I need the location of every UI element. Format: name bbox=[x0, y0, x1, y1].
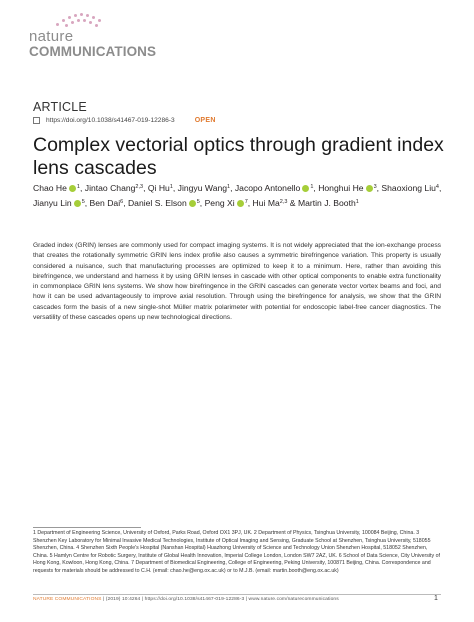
author-affiliation-number: 1 bbox=[169, 184, 173, 190]
author-affiliation-number: 2,3 bbox=[279, 199, 288, 206]
affiliation-divider bbox=[33, 527, 141, 528]
author-name: Jingyu Wang bbox=[177, 183, 228, 193]
author-affiliation-number: 1 bbox=[76, 184, 80, 190]
orcid-icon[interactable] bbox=[302, 185, 309, 192]
doi-row bbox=[33, 117, 333, 124]
logo-nature: nature bbox=[29, 28, 74, 45]
abstract: Graded index (GRIN) lenses are commonly used for compact imaging systems. It is not widely appreciated that the ion-exchange process that creates the rotationally symmetric GRIN lens index profile also causes a symmetric birefringence variation. This property is usually considered a nuisance, such that manufacturing processes are optimized to keep it to a minimum. Here, rather than avoiding this birefringence, we understand and harness it by using GRIN lenses in cascade with other optical components to enable extra functionality in commonplace GRIN lens systems. We show how birefringence in the GRIN cascades can generate vector vortex beams and foci, and how it can be used advantageously to improve axial resolution. Through using the birefringence for analysis, we show that the GRIN cascades form the basis of a new single-shot Müller matrix polarimeter with potential for endoscopic label-free cancer diagnostics. The versatility of these cascades opens up new technological directions. bbox=[33, 242, 441, 321]
footer-citation: | (2019) 10:4264 | https://doi.org/10.1038/s41467-019-12286-3 | www.nature.com/naturecommunications bbox=[101, 597, 339, 602]
page-footer bbox=[33, 597, 403, 602]
orcid-icon[interactable] bbox=[366, 185, 373, 192]
author-name: Honghui He bbox=[318, 183, 364, 193]
author-affiliation-number: 6 bbox=[120, 199, 124, 206]
author-affiliation-number: 3 bbox=[373, 184, 377, 190]
author-affiliation-number: 1 bbox=[355, 199, 359, 206]
author[interactable] bbox=[205, 198, 248, 208]
author-name: Daniel S. Elson bbox=[127, 198, 187, 209]
author[interactable] bbox=[318, 183, 376, 193]
logo-dots bbox=[56, 13, 106, 29]
author[interactable] bbox=[90, 198, 124, 208]
author-name: Qi Hu bbox=[147, 183, 170, 193]
author-affiliation-number: 1 bbox=[227, 184, 231, 190]
page-number: 1 bbox=[434, 595, 438, 602]
author-name: Jintao Chang bbox=[84, 183, 136, 193]
author[interactable] bbox=[33, 183, 80, 193]
author-name: Hui Ma bbox=[252, 198, 280, 209]
article-title: Complex vectorial optics through gradient index lens cascades bbox=[33, 134, 444, 179]
author-name: Jianyu Lin bbox=[33, 198, 72, 209]
author-name: Ben Dai bbox=[89, 198, 121, 209]
author-name: Chao He bbox=[33, 183, 67, 193]
affiliations: 1 Department of Engineering Science, University of Oxford, Parks Road, Oxford OX1 3PJ, UK. 2 Department of Physics, Tsinghua University, 100084 Beijing, China. 3 Shenzhen Key Laboratory for Minimal Invasive Medical Technologies, Institute of Optical Imaging and Sensing, Graduate School at Shenzhen, Tsinghua University, 518055 Shenzhen, China. 4 Shenzhen Sixth People's Hospital (Nanshan Hospital) Huazhong University of Science and Technology Union Shenzhen Hospital, 518052 Shenzhen, China. 5 Hamlyn Centre for Robotic Surgery, Institute of Global Health Innovation, Imperial College London, London SW7 2AZ, UK. 6 School of Data Science, City University of Hong Kong, Kowloon, Hong Kong, China. 7 Department of Biomedical Engineering, College of Engineering, Peking University, 100871 Beijing, China. Correspondence and requests for materials should be addressed to C.H. (email: chao.he@eng.ox.ac.uk) or to M.J.B. (email: martin.booth@eng.ox.ac.uk) bbox=[33, 530, 440, 574]
author-line-2: Jianyu Lin $^5$, Ben Dai$^6$, Daniel S. Elson $^5$, Peng Xi $^7$, Hui Ma$^{2,3}$ & Martin J. Booth$^1$ bbox=[33, 198, 359, 209]
orcid-icon[interactable] bbox=[189, 200, 196, 207]
article-type-label: ARTICLE bbox=[33, 100, 87, 114]
author-name: Jacopo Antonello bbox=[234, 183, 301, 193]
doi-link[interactable]: https://doi.org/10.1038/s41467-019-12286-3 bbox=[46, 117, 175, 124]
author-affiliation-number: 4 bbox=[435, 184, 439, 190]
author[interactable] bbox=[381, 183, 439, 193]
logo-communications: COMMUNICATIONS bbox=[29, 44, 157, 59]
footer-divider bbox=[33, 594, 441, 595]
author-list bbox=[33, 181, 453, 211]
author-affiliation-number: 7 bbox=[244, 199, 248, 206]
author[interactable] bbox=[148, 183, 173, 193]
author[interactable] bbox=[298, 198, 359, 208]
author-name: Martin J. Booth bbox=[297, 198, 356, 209]
author[interactable] bbox=[253, 198, 288, 208]
open-access-badge: OPEN bbox=[194, 117, 216, 124]
author[interactable] bbox=[85, 183, 143, 193]
author[interactable] bbox=[235, 183, 314, 193]
author-affiliation-number: 1 bbox=[310, 184, 314, 190]
check-for-updates-icon[interactable] bbox=[33, 117, 40, 124]
footer-journal: NATURE COMMUNICATIONS bbox=[33, 597, 102, 602]
author-name: Peng Xi bbox=[204, 198, 235, 209]
orcid-icon[interactable] bbox=[74, 200, 81, 207]
author-affiliation-number: 5 bbox=[81, 199, 85, 206]
author-line-1: Chao He $^1$, Jintao Chang$^{2,3}$, Qi Hu$^1$, Jingyu Wang$^1$, Jacopo Antonello $^1$, Honghui He $^3$, Shaoxiong Liu$^4$, bbox=[33, 183, 442, 193]
author[interactable] bbox=[128, 198, 200, 208]
author[interactable] bbox=[33, 198, 85, 208]
author-affiliation-number: 2,3 bbox=[135, 184, 144, 190]
author-affiliation-number: 5 bbox=[196, 199, 200, 206]
orcid-icon[interactable] bbox=[69, 185, 76, 192]
author[interactable] bbox=[178, 183, 230, 193]
journal-logo bbox=[29, 13, 157, 59]
orcid-icon[interactable] bbox=[237, 200, 244, 207]
author-name: Shaoxiong Liu bbox=[381, 183, 436, 193]
